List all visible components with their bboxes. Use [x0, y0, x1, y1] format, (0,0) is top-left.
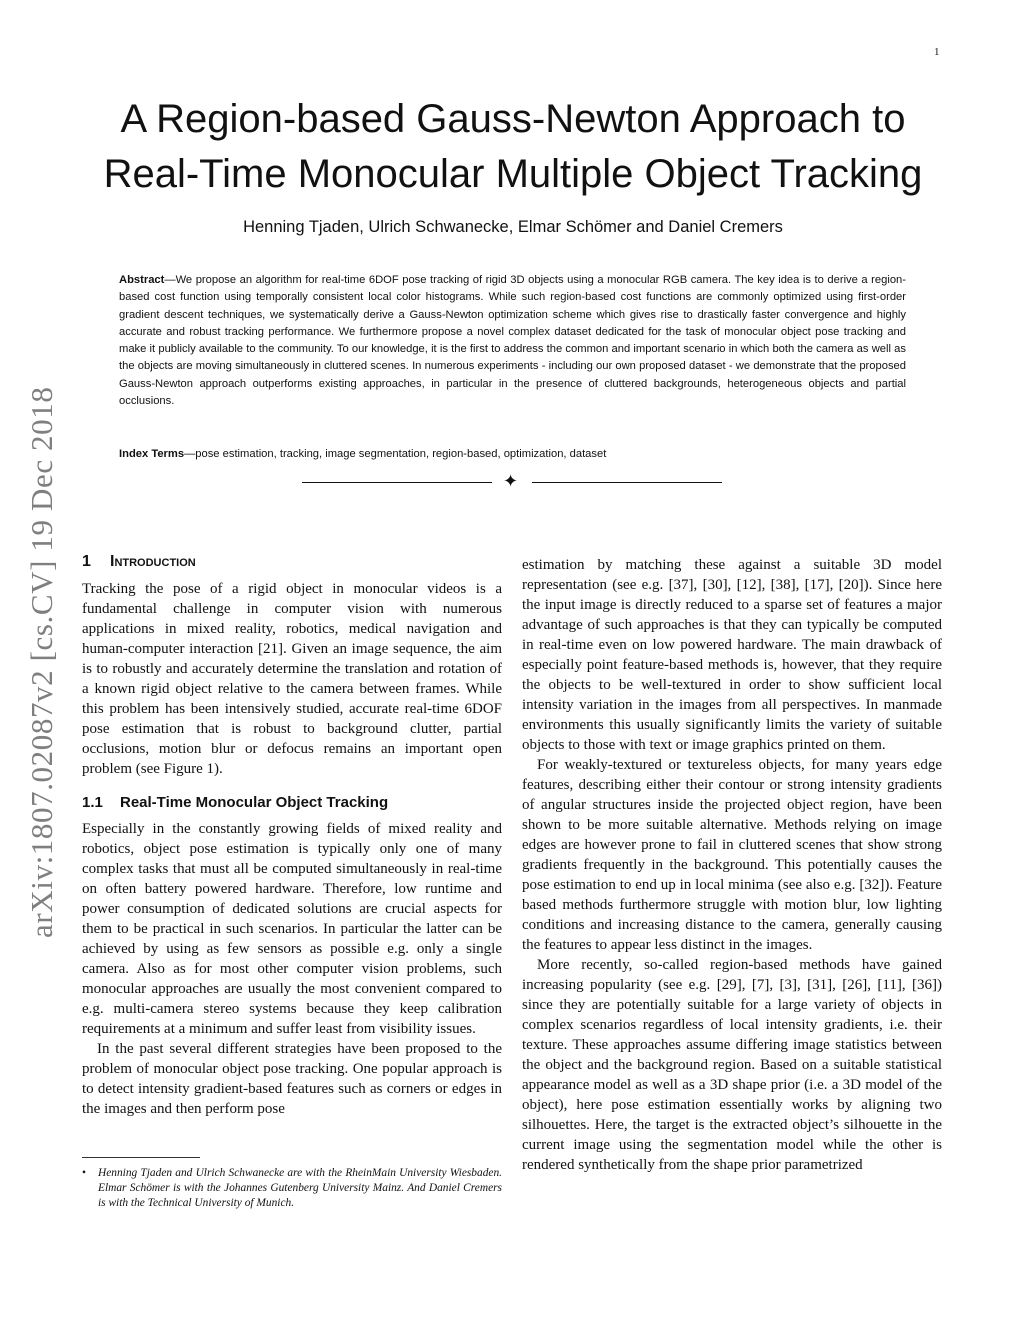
author-list: Henning Tjaden, Ulrich Schwanecke, Elmar Schömer and Daniel Cremers [243, 218, 783, 236]
separator-diamond-icon: ✦ [503, 471, 519, 491]
section-number: 1 [82, 553, 91, 570]
footnote-text: Henning Tjaden and Ulrich Schwanecke are with the RheinMain University Wiesbaden. Elmar Schömer is with the Johannes Gutenberg University Mainz. And Daniel Cremers is with the Technical University of Munich. [98, 1167, 502, 1209]
right-paragraph-2: For weakly-textured or textureless objects, for many years edge features, describing either their contour or strong intensity gradients of angular structures inside the projected object region, have been shown to be more suitable alternative. Methods relying on image edges are however prone to fail in cluttered scenes that show strong gradients frequently in the background. This potentially causes the pose estimation to end up in local minima (see also e.g. [32]). Feature based methods furthermore struggle with motion blur, low lighting conditions and increasing distance to the camera, generally causing the features to appear less distinct in the images. [522, 757, 942, 953]
subsection-heading [82, 793, 502, 813]
left-column [82, 551, 502, 1119]
index-terms-label: Index Terms [119, 448, 185, 460]
separator-line-right [532, 482, 722, 483]
abstract-text: —We propose an algorithm for real-time 6DOF pose tracking of rigid 3D objects using a monocular RGB camera. The key idea is to derive a region-based cost function using temporally consistent local color histograms. While such region-based cost functions are commonly optimized using first-order gradient descent techniques, we systematically derive a Gauss-Newton optimization scheme which gives rise to drastically faster convergence and highly accurate and robust tracking performance. We furthermore propose a novel complex dataset dedicated for the task of monocular object pose tracking and make it publicly available to the community. To our knowledge, it is the first to address the common and important scenario in which both the camera as well as the objects are moving simultaneously in cluttered scenes. In numerous experiments - including our own proposed dataset - we demonstrate that the proposed Gauss-Newton approach outperforms existing approaches, in particular in the presence of cluttered backgrounds, heterogeneous objects and partial occlusions. [119, 274, 906, 408]
paper-title [80, 92, 946, 202]
intro-paragraph-3: In the past several different strategies have been proposed to the problem of monocular object pose tracking. One popular approach is to detect intensity gradient-based features such as corners or edges in the images and then perform pose [82, 1041, 502, 1117]
abstract-label: Abstract [119, 274, 165, 286]
title-line-2: Real-Time Monocular Multiple Object Tracking [103, 152, 923, 196]
index-terms-text: —pose estimation, tracking, image segmentation, region-based, optimization, dataset [184, 448, 607, 460]
index-terms [119, 446, 906, 463]
footnote-rule [82, 1157, 200, 1158]
right-paragraph-1: estimation by matching these against a suitable 3D model representation (see e.g. [37], [30], [12], [38], [17], [20]). Since here the input image is directly reduced to a sparse set of features a major advantage of such approaches is that they can typically be computed in real-time even on low powered hardware. The main drawback of especially point feature-based methods is, however, that they require the objects to be well-textured in order to show sufficient local intensity variation in the images from all perspectives. In manmade environments this usually significantly limits the variety of suitable objects to those with text or image graphics printed on them. [522, 557, 942, 753]
title-line-1: A Region-based Gauss-Newton Approach to [120, 97, 906, 141]
bullet-icon: • [82, 1167, 86, 1179]
section-heading-introduction [82, 551, 502, 573]
section-title: Introduction [110, 553, 196, 570]
right-column [522, 555, 942, 1175]
subsection-number: 1.1 [82, 794, 103, 811]
separator-line-left [302, 482, 492, 483]
right-paragraph-3: More recently, so-called region-based methods have gained increasing popularity (see e.g. [29], [7], [3], [31], [26], [11], [36]) since they are potentially suitable for a large variety of objects in complex scenarios regardless of local intensity gradients, i.e. their texture. These approaches assume differing image statistics between the object and the background region. Based on a suitable statistical appearance model as well as a 3D shape prior (i.e. a 3D model of the object), here pose estimation essentially works by aligning two silhouettes. Here, the target is the extracted object’s silhouette in the current image using the segmentation model while the other is rendered synthetically from the shape prior parametrized [522, 957, 942, 1173]
intro-paragraph-1: Tracking the pose of a rigid object in monocular videos is a fundamental challenge in computer vision with numerous applications in mixed reality, robotics, medical navigation and human-computer interaction [21]. Given an image sequence, the aim is to robustly and accurately determine the translation and rotation of a known rigid object relative to the camera between frames. While this problem has been intensively studied, accurate real-time 6DOF pose estimation that is robust to background clutter, partial occlusions, motion blur or defocus remains an important open problem (see Figure 1). [82, 581, 502, 777]
subsection-title: Real-Time Monocular Object Tracking [120, 794, 389, 811]
arxiv-identifier: arXiv:1807.02087v2 [cs.CV] 19 Dec 2018 [24, 386, 59, 938]
page-number: 1 [934, 46, 940, 58]
abstract [119, 272, 906, 410]
author-affiliation-footnote [82, 1166, 502, 1211]
intro-paragraph-2: Especially in the constantly growing fields of mixed reality and robotics, object pose estimation is typically only one of many complex tasks that must all be computed simultaneously in real-time on often battery powered hardware. Therefore, low runtime and power consumption of dedicated solutions are crucial aspects for them to be practical in such scenarios. In particular the latter can be achieved by using as few sensors as possible e.g. only a single camera. Also as for most other computer vision problems, such monocular approaches are usually the most convenient compared to e.g. multi-camera stereo systems because they keep calibration requirements at a minimum and suffer least from visibility issues. [82, 821, 502, 1037]
